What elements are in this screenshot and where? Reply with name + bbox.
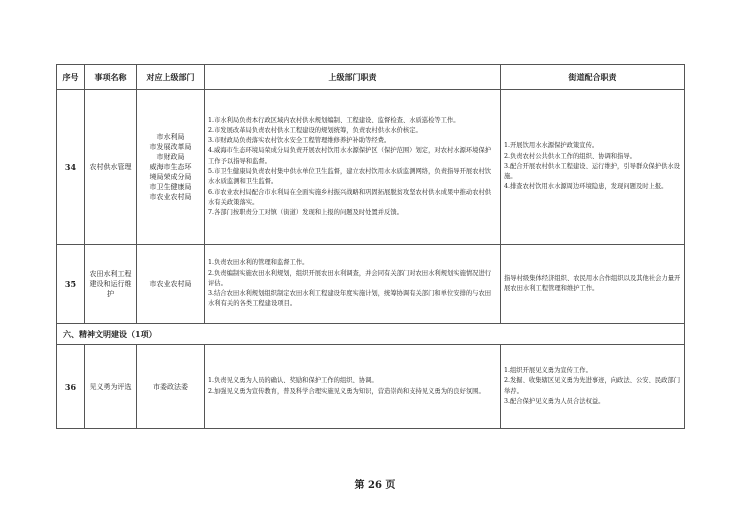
duty-item: 5.市卫生健康局负责农村集中供水单位卫生监督，建立农村饮用水水质监测网络，负责指导开展农村饮水水质监测和卫生监督。 bbox=[208, 168, 492, 186]
header-num: 序号 bbox=[57, 65, 85, 90]
street-item: 2.负责农村公共供水工作的组织、协调和指导。 bbox=[504, 152, 636, 160]
row-dept bbox=[137, 345, 205, 429]
row-dept bbox=[137, 245, 205, 324]
row-item-name: 农村供水管理 bbox=[85, 90, 137, 245]
table-row bbox=[57, 345, 685, 429]
header-dept: 对应上级部门 bbox=[137, 65, 205, 90]
dept-line: 市卫生健康局 bbox=[149, 183, 192, 191]
street-item: 3.配合开展农村供水工程建设、运行维护，引导群众保护供水设施。 bbox=[504, 162, 681, 181]
street-item: 2.发掘、收集辖区见义勇为先进事迹，向政法、公安、民政部门举荐。 bbox=[504, 377, 681, 395]
row-num: 34 bbox=[57, 90, 85, 245]
page-number: 第 26 页 bbox=[354, 480, 396, 491]
duty-item: 7.各部门按职责分工对镇（街道）发现和上报的问题及时处置并反馈。 bbox=[208, 209, 403, 217]
street-item: 1.开展饮用水水源保护政策宣传。 bbox=[504, 142, 599, 150]
duty-item: 2.加强见义勇为宣传教育，普及科学合理实施见义勇为知识，营造崇尚和支持见义勇为的良好氛围。 bbox=[208, 387, 485, 395]
duties-table bbox=[56, 64, 685, 429]
duty-item: 4.威海市生态环境局荣成分局负责开展农村饮用水水源保护区（保护范围）划定，对农村水源环境保护工作予以指导和监督。 bbox=[208, 147, 492, 165]
dept-line: 市财政局 bbox=[156, 153, 185, 161]
table-header-row bbox=[57, 65, 685, 90]
row-street-duties bbox=[501, 245, 685, 324]
header-name: 事项名称 bbox=[85, 65, 137, 90]
row-duties bbox=[205, 345, 501, 429]
duty-item: 2.市发展改革局负责农村供水工程建设的规划统筹，负责农村供水水价核定。 bbox=[208, 126, 422, 134]
duty-item: 2.负责编制实施农田水利规划，组织开展农田水利调查，并会同有关部门对农田水利规划实施情况进行评估。 bbox=[208, 269, 492, 287]
row-item-name: 见义勇为评选 bbox=[85, 345, 137, 429]
street-item: 4.排查农村饮用水水源周边环境隐患，发现问题及时上报。 bbox=[504, 183, 668, 191]
section-title: 六、精神文明建设（1项） bbox=[57, 324, 685, 345]
row-num: 36 bbox=[57, 345, 85, 429]
dept-line: 市农业农村局 bbox=[149, 280, 192, 288]
street-item: 3.配合保护见义勇为人员合法权益。 bbox=[504, 397, 605, 405]
street-item: 指导村级集体经济组织、农民用水合作组织以及其他社会力量开展农田水利工程管理和维护工作。 bbox=[504, 274, 681, 292]
duty-item: 3.市财政局负责落实农村饮水安全工程管理维修养护补助等经费。 bbox=[208, 137, 391, 145]
duty-item: 3.结合农田水利规划组织制定农田水利工程建设年度实施计划，统筹协调有关部门和单位安排的与农田水利有关的各类工程建设项目。 bbox=[208, 290, 492, 308]
row-num: 35 bbox=[57, 245, 85, 324]
dept-line: 市委政法委 bbox=[153, 382, 188, 391]
row-dept bbox=[137, 90, 205, 245]
dept-line: 市发展改革局 bbox=[149, 143, 192, 151]
table-row bbox=[57, 245, 685, 324]
row-street-duties bbox=[501, 90, 685, 245]
table-row bbox=[57, 90, 685, 245]
row-duties bbox=[205, 245, 501, 324]
header-street: 街道配合职责 bbox=[501, 65, 685, 90]
dept-line: 威海市生态环 bbox=[149, 163, 192, 171]
row-street-duties bbox=[501, 345, 685, 429]
street-item: 1.组织开展见义勇为宣传工作。 bbox=[504, 366, 592, 374]
dept-line: 市水利局 bbox=[156, 133, 185, 141]
duty-item: 1.负责见义勇为人员的确认、奖励和保护工作的组织、协调。 bbox=[208, 377, 378, 385]
dept-line: 境局荣成分局 bbox=[149, 173, 192, 181]
dept-line: 市农业农村局 bbox=[149, 193, 192, 201]
header-duties: 上级部门职责 bbox=[205, 65, 501, 90]
duty-item: 6.市农业农村局配合市水利局在全面实施乡村振兴战略和巩固拓展脱贫攻坚农村供水成果中推动农村供水有关政策落实。 bbox=[208, 188, 492, 206]
duty-item: 1.负责农田水利的管理和监督工作。 bbox=[208, 259, 309, 267]
row-item-name: 农田水利工程建设和运行维护 bbox=[85, 245, 137, 324]
duty-item: 1.市水利局负责本行政区域内农村供水规划编制、工程建设、监督检查、水质巡检等工作。 bbox=[208, 116, 460, 124]
section-row bbox=[57, 324, 685, 345]
row-duties bbox=[205, 90, 501, 245]
